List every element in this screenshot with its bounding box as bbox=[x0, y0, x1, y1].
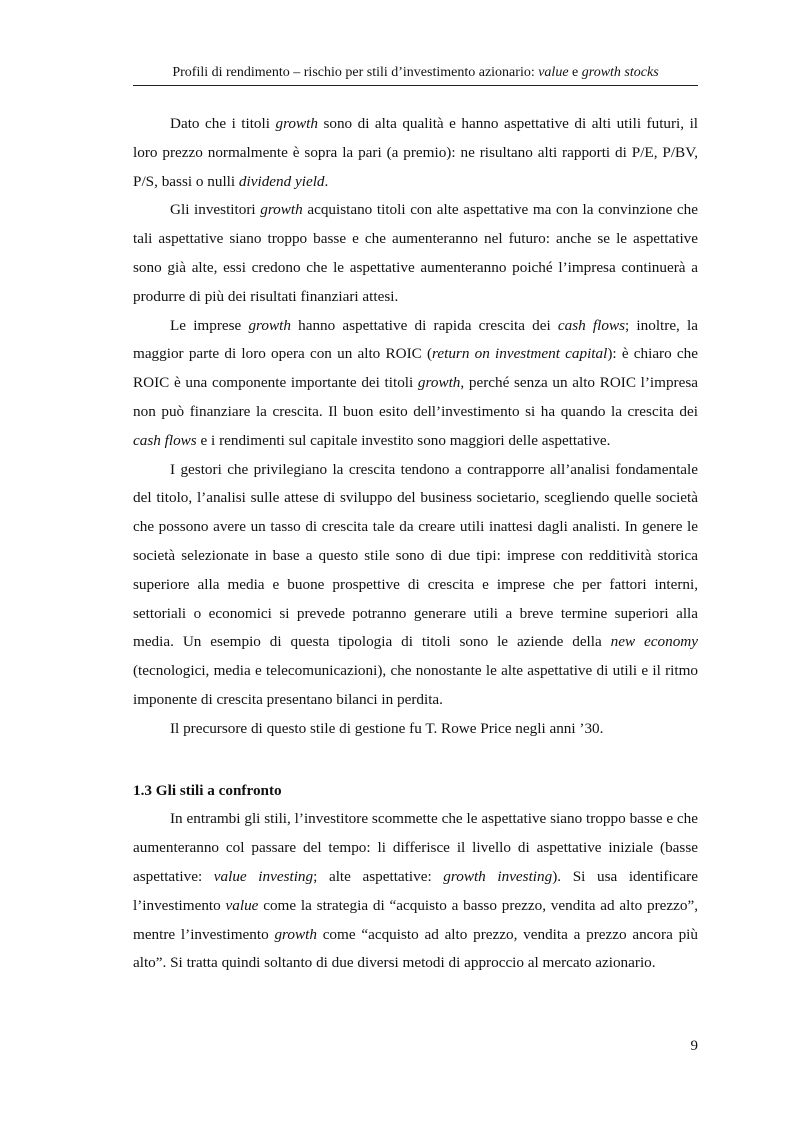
italic-term: value bbox=[225, 896, 259, 914]
text-run: ; inoltre, la maggior parte di loro opera con un alto ROIC ( bbox=[133, 316, 698, 363]
text-run: ). Si usa identificare l’investimento bbox=[133, 867, 698, 914]
body-text bbox=[133, 110, 698, 978]
text-run: Il precursore di questo stile di gestione fu T. Rowe Price negli anni ’30. bbox=[170, 719, 604, 737]
text-run: e i rendimenti sul capitale investito sono maggiori delle aspettative. bbox=[196, 431, 611, 449]
text-run: ; alte aspettative: bbox=[313, 867, 444, 885]
italic-term: value investing bbox=[213, 867, 314, 885]
italic-term: growth bbox=[260, 201, 303, 219]
paragraph bbox=[133, 456, 698, 715]
text-run: Le imprese bbox=[170, 316, 249, 334]
italic-term: dividend yield bbox=[238, 172, 325, 190]
text-run: acquistano titoli con alte aspettative ma con la convinzione che tali aspettative siano troppo basse e che aumenteranno nel futuro: anche se le aspettative sono già alte, essi credono che le aspettative aumenteranno poiché l’impresa continuerà a produrre di più dei risultati finanziari attesi. bbox=[133, 201, 699, 305]
italic-term: new economy bbox=[610, 633, 699, 651]
text-run: In entrambi gli stili, l’investitore scommette che le aspettative siano troppo basse e che aumenteranno col passare del tempo: li differisce il livello di aspettative iniziale (basse aspettative: bbox=[133, 810, 698, 885]
text-run: hanno aspettative di rapida crescita dei bbox=[290, 316, 558, 334]
italic-term: growth bbox=[417, 374, 461, 392]
section-title: 1.3 Gli stili a confronto bbox=[133, 781, 282, 799]
running-header bbox=[133, 64, 698, 82]
text-run: Gli investitori bbox=[170, 201, 261, 219]
italic-term: growth bbox=[275, 115, 318, 132]
header-rule bbox=[133, 85, 698, 86]
section-paragraphs bbox=[133, 805, 698, 978]
paragraph bbox=[133, 196, 698, 311]
paragraph bbox=[133, 715, 698, 744]
header-prefix: Profili di rendimento – rischio per stili d’investimento azionario: bbox=[172, 65, 539, 80]
text-run: ): è chiaro che ROIC è una componente importante dei titoli bbox=[133, 345, 698, 392]
italic-term: growth bbox=[248, 316, 291, 334]
paragraphs bbox=[133, 110, 698, 744]
paragraph bbox=[133, 312, 698, 456]
text-run: come “acquisto ad alto prezzo, vendita a prezzo ancora più alto”. Si tratta quindi soltanto di due diversi metodi di approccio al mercato azionario. bbox=[133, 925, 698, 972]
paragraph bbox=[133, 110, 698, 196]
header-and: e bbox=[568, 65, 582, 80]
text-run: come la strategia di “acquisto a basso prezzo, vendita ad alto prezzo”, mentre l’investimento bbox=[133, 896, 698, 943]
header-value: value bbox=[538, 65, 569, 80]
page-number: 9 bbox=[690, 1038, 698, 1054]
italic-term: growth bbox=[274, 925, 317, 943]
paragraph bbox=[133, 805, 698, 978]
text-run: I gestori che privilegiano la crescita tendono a contrapporre all’analisi fondamentale del titolo, l’analisi sulle attese di sviluppo del business societario, scegliendo quelle società che possono avere un tasso di crescita tale da creare utili inattesi dagli analisti. In genere le società selezionate in base a questo stile sono di due tipi: imprese con redditività storica superiore alla media e buone prospettive di crescita e imprese che per fattori interni, settoriali o economici si prevede potranno generare utili a breve termine superiori alla media. Un esempio di questa tipologia di titoli sono le aziende della bbox=[133, 460, 698, 651]
text-run: Dato che i titoli bbox=[170, 115, 276, 132]
header-growth: growth stocks bbox=[581, 65, 659, 80]
italic-term: return on investment capital bbox=[432, 345, 608, 363]
italic-term: growth investing bbox=[443, 867, 553, 885]
text-run: sono di alta qualità e hanno aspettative di alti utili futuri, il loro prezzo normalmente è sopra la pari (a premio): ne risultano alti rapporti di P/E, P/BV, P/S, bassi o nulli bbox=[133, 115, 699, 190]
text-run: (tecnologici, media e telecomunicazioni), che nonostante le alte aspettative di utili e il ritmo imponente di crescita presentano bilanci in perdita. bbox=[133, 662, 698, 708]
italic-term: cash flows bbox=[133, 431, 197, 449]
text-run: , perché senza un alto ROIC l’impresa non può finanziare la crescita. Il buon esito dell’investimento si ha quando la crescita dei bbox=[133, 374, 698, 420]
italic-term: cash flows bbox=[557, 316, 626, 334]
text-run: . bbox=[324, 172, 329, 190]
